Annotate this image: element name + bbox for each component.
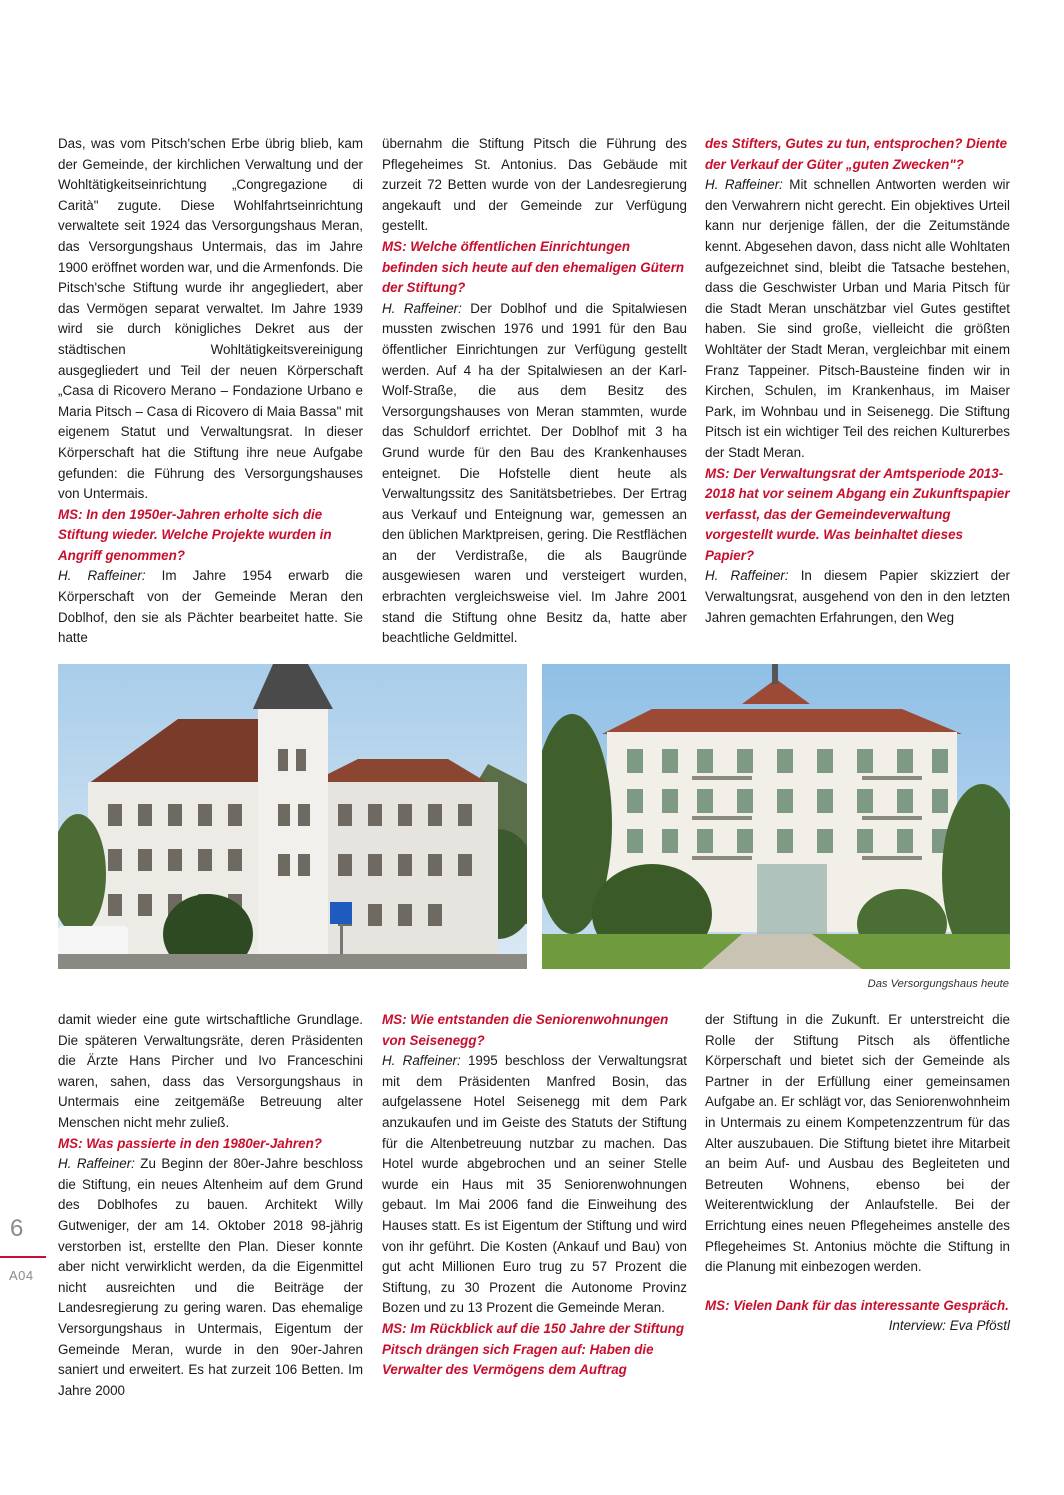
column-top-2 xyxy=(382,134,687,649)
speaker-label: H. Raffeiner: xyxy=(705,177,783,193)
margin-rule xyxy=(0,1256,46,1258)
interview-question: MS: Der Verwaltungsrat der Amtsperiode 2013-2018 hat vor seinem Abgang ein Zukunftspapier verfasst, das der Gemeindeverwaltung vorgestellt wurde. Was beinhaltet dieses Papier? xyxy=(705,465,1010,563)
speaker-label: H. Raffeiner: xyxy=(705,568,789,584)
column-bottom-1 xyxy=(58,1010,363,1401)
paragraph: damit wieder eine gute wirtschaftliche Grundlage. Die späteren Verwaltungsräte, deren Präsidenten die Ärzte Hans Pircher und Ivo Franceschini waren, sahen, dass das Versorgungshaus in Untermais eine zeitgemäße Betreuung alter Menschen nicht mehr zuließ. xyxy=(58,1012,363,1130)
answer-text: 1995 beschloss der Verwaltungsrat mit dem Präsidenten Manfred Bosin, das aufgelassene Hotel Seisenegg mit dem Park anzukaufen und im Geiste des Statuts der Stiftung für die Altenbetreuung nutzbar zu machen. Das Hotel wurde abgebrochen und an seiner Stelle wurde ein Haus mit 35 Seniorenwohnungen gebaut. Im Mai 2006 fand die Einweihung des Hauses statt. Es ist Eigentum der Stiftung und wird von ihr geführt. Die Kosten (Ankauf und Bau) von gut acht Millionen Euro trug zu 57 Prozent die Stiftung, zu 30 Prozent die Autonome Provinz Bozen und zu 13 Prozent die Gemeinde Meran. xyxy=(382,1053,687,1316)
answer-text: Der Doblhof und die Spitalwiesen mussten zwischen 1976 und 1991 für den Bau öffentlicher Einrichtungen zur Verfügung gestellt werden. Auf 4 ha der Spitalwiesen an der Karl-Wolf-Straße, die aus dem Besitz des Versorgungshauses von Meran stammten, wurde das Schuldorf errichtet. Der Doblhof mit 3 ha Grund wurde für den Bau des Krankenhauses enteignet. Die Hofstelle dient heute als Verwaltungssitz des Sanitätsbetriebes. Der Ertrag aus Verkauf und Enteignung war, gemessen an den üblichen Marktpreisen, gering. Die Restflächen an der Verdistraße, die als Baugründe ausgewiesen waren und versteigert wurden, erbrachten vergleichsweise viel. Im Jahre 2001 stand die Stiftung ohne Besitz da, hatte aber beachtliche Geldmittel. xyxy=(382,300,687,646)
interview-question: MS: Welche öffentlichen Einrichtungen befinden sich heute auf den ehemaligen Gütern der Stiftung? xyxy=(382,238,685,296)
photo-old-building xyxy=(58,664,527,969)
speaker-label: H. Raffeiner: xyxy=(382,300,462,316)
edition-code: A04 xyxy=(9,1268,34,1283)
building-photo-right xyxy=(542,664,1010,969)
interview-question: MS: Im Rückblick auf die 150 Jahre der Stiftung Pitsch drängen sich Fragen auf: Haben die Verwalter des Vermögens dem Auftrag xyxy=(382,1320,685,1378)
photo-caption: Das Versorgungshaus heute xyxy=(867,978,1009,990)
interview-question: MS: Was passierte in den 1980er-Jahren? xyxy=(58,1135,322,1151)
answer-text: Zu Beginn der 80er-Jahre beschloss die Stiftung, ein neues Altenheim auf dem Grund des Doblhofes zu bauen. Architekt Willy Gutweniger, der am 14. Oktober 2018 98-jährig verstorben ist, erstellte den Plan. Dieser konnte aber nicht verwirklicht werden, da die Eigenmittel nicht ausreichten und die Beiträge der Landesregierung zu gering waren. Das ehemalige Versorgungshaus in Untermais, Eigentum der Gemeinde Meran, wurde in den 90er-Jahren saniert und erweitert. Es hat zurzeit 106 Betten. Im Jahre 2000 xyxy=(58,1156,363,1398)
speaker-label: H. Raffeiner: xyxy=(382,1053,461,1069)
interview-question: MS: In den 1950er-Jahren erholte sich die Stiftung wieder. Welche Projekte wurden in Angriff genommen? xyxy=(58,506,332,563)
interview-answer xyxy=(58,566,363,648)
answer-text: In diesem Papier skizziert der Verwaltungsrat, ausgehend von den in den letzten Jahren gemachten Erfahrungen, den Weg xyxy=(705,568,1010,625)
paragraph: Das, was vom Pitsch'schen Erbe übrig blieb, kam der Gemeinde, der kirchlichen Verwaltung und der Wohltätigkeitseinrichtung „Congregazione di Carità" zugute. Diese Wohlfahrtseinrichtung verwaltete seit 1924 das Versorgungshaus Meran, das Versorgungshaus Untermais, das im Jahre 1900 eröffnet worden war, und die Armenfonds. Die Pitsch'sche Stiftung wurde ihr angegliedert, aber das Vermögen separat verwaltet. Im Jahre 1939 wird sie durch königliches Dekret aus der städtischen Wohltätigkeitsvereinigung ausgegliedert und Teil der neuen Körperschaft „Casa di Ricovero Merano – Fondazione Urbano e Maria Pitsch – Casa di Ricovero di Maia Bassa" mit eigenem Statut und Verwaltungsrat. In dieser Körperschaft hat die Stiftung ihre neue Aufgabe gefunden: die Führung des Versorgungshauses von Untermais. xyxy=(58,136,363,502)
building-photo-left xyxy=(58,664,527,969)
interview-question: des Stifters, Gutes zu tun, entsprochen? Diente der Verkauf der Güter „guten Zwecken"? xyxy=(705,136,1008,172)
column-bottom-3 xyxy=(705,1010,1010,1337)
interview-answer xyxy=(382,299,687,649)
paragraph: übernahm die Stiftung Pitsch die Führung des Pflegeheimes St. Antonius. Das Gebäude mit zurzeit 72 Betten wurde von der Landesregierung angekauft und der Gemeinde zur Verfügung gestellt. xyxy=(382,136,687,234)
speaker-label: H. Raffeiner: xyxy=(58,568,146,584)
interview-credit: Interview: Eva Pföstl xyxy=(888,1318,1010,1334)
answer-text: Mit schnellen Antworten werden wir den Verwahrern nicht gerecht. Ein objektives Urteil kann nur derjenige fällen, der die Zeitumstände kennt. Abgesehen davon, dass nicht alle Wohltaten aufgezeichnet sind, bleibt die Tatsache bestehen, dass die Geschwister Urban und Maria Pitsch für die Stadt Meran unschätzbar viel Gutes gestiftet haben. Sie sind große, vielleicht die größten Wohltäter der Stadt Meran, vergleichbar mit einem Franz Tappeiner. Pitsch-Bausteine finden wir in Kirchen, Schulen, im Krankenhaus, im Maiser Park, im Wohnbau und in Seisenegg. Die Stiftung Pitsch ist ein wichtiger Teil des reichen Kulturerbes der Stadt Meran. xyxy=(705,177,1010,460)
interview-question: MS: Wie entstanden die Seniorenwohnungen von Seisenegg? xyxy=(382,1012,669,1048)
column-bottom-2 xyxy=(382,1010,687,1381)
interview-answer xyxy=(705,175,1010,463)
interview-answer xyxy=(382,1051,687,1319)
closing-remark: MS: Vielen Dank für das interessante Gespräch. xyxy=(705,1297,1009,1313)
paragraph: der Stiftung in die Zukunft. Er unterstreicht die Rolle der Stiftung Pitsch als öffentliche Körperschaft und bietet sich der Gemeinde als Partner in der Erfüllung einer gemeinsamen Aufgabe an. Er schlägt vor, das Seniorenwohnheim in Untermais zu einem Kompetenzzentrum für das Alter auszubauen. Die Stiftung bietet ihre Mitarbeit an beim Auf- und Ausbau des Begleiteten und Betreuten Wohnens, ebenso bei der Weiterentwicklung der Anlaufstelle. Bei der Errichtung eines neuen Pflegeheimes anstelle des Pflegeheimes St. Antonius möchte die Stiftung in die Planung mit einbezogen werden. xyxy=(705,1012,1010,1275)
interview-answer xyxy=(705,566,1010,628)
column-top-3 xyxy=(705,134,1010,628)
speaker-label: H. Raffeiner: xyxy=(58,1156,135,1172)
interview-answer xyxy=(58,1154,363,1401)
column-top-1 xyxy=(58,134,363,649)
answer-text: Im Jahre 1954 erwarb die Körperschaft von der Gemeinde Meran den Doblhof, den sie als Pächter bearbeitet hatte. Sie hatte xyxy=(58,568,363,646)
page-number: 6 xyxy=(10,1215,24,1242)
photo-current-building xyxy=(542,664,1010,969)
